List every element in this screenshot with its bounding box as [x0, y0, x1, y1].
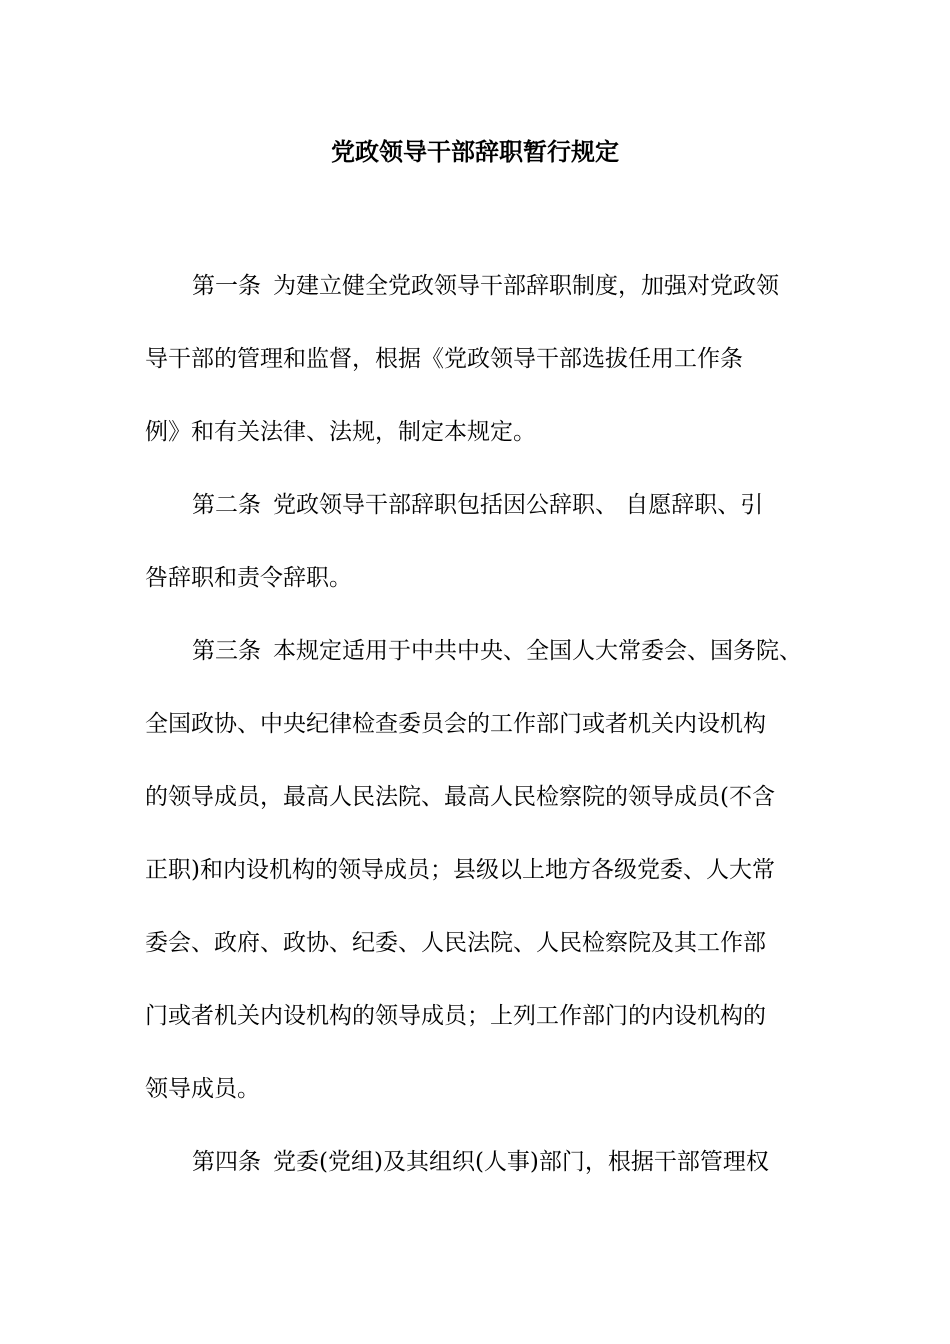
line-text: 的领导成员，最高人民法院、最高人民检察院的领导成员(不含 [145, 784, 775, 810]
line-text: 委会、政府、政协、纪委、人民法院、人民检察院及其工作部 [145, 930, 766, 956]
line-text: 党政领导干部辞职包括因公辞职、 自愿辞职、引 [273, 492, 764, 518]
line-text: 领导成员。 [145, 1076, 260, 1102]
paragraph-line [145, 469, 829, 542]
line-text: 门或者机关内设机构的领导成员；上列工作部门的内设机构的 [145, 1003, 766, 1029]
paragraph-line [145, 542, 829, 615]
article-number: 第一条 [192, 273, 261, 299]
paragraph-line [145, 323, 829, 396]
line-text: 导干部的管理和监督，根据《党政领导干部选拔任用工作条 [145, 346, 743, 372]
line-text: 为建立健全党政领导干部辞职制度，加强对党政领 [273, 273, 779, 299]
line-text: 正职)和内设机构的领导成员；县级以上地方各级党委、人大常 [145, 857, 775, 883]
paragraph-line [145, 1126, 829, 1199]
line-text: 咎辞职和责令辞职。 [145, 565, 352, 591]
document-title: 党政领导干部辞职暂行规定 [331, 137, 619, 166]
paragraph-line [145, 1053, 829, 1126]
article-number: 第二条 [192, 492, 261, 518]
article-number: 第四条 [192, 1149, 261, 1175]
paragraph-line [145, 615, 829, 688]
line-text: 全国政协、中央纪律检查委员会的工作部门或者机关内设机构 [145, 711, 766, 737]
line-text: 党委(党组)及其组织(人事)部门，根据干部管理权 [273, 1149, 769, 1175]
paragraph-line [145, 688, 829, 761]
line-text: 本规定适用于中共中央、全国人大常委会、国务院、 [273, 638, 802, 664]
paragraph-line [145, 834, 829, 907]
article-number: 第三条 [192, 638, 261, 664]
paragraph-line [145, 980, 829, 1053]
document-body [145, 250, 829, 1199]
paragraph-line [145, 396, 829, 469]
paragraph-line [145, 250, 829, 323]
paragraph-line [145, 761, 829, 834]
line-text: 例》和有关法律、法规，制定本规定。 [145, 419, 536, 445]
paragraph-line [145, 907, 829, 980]
